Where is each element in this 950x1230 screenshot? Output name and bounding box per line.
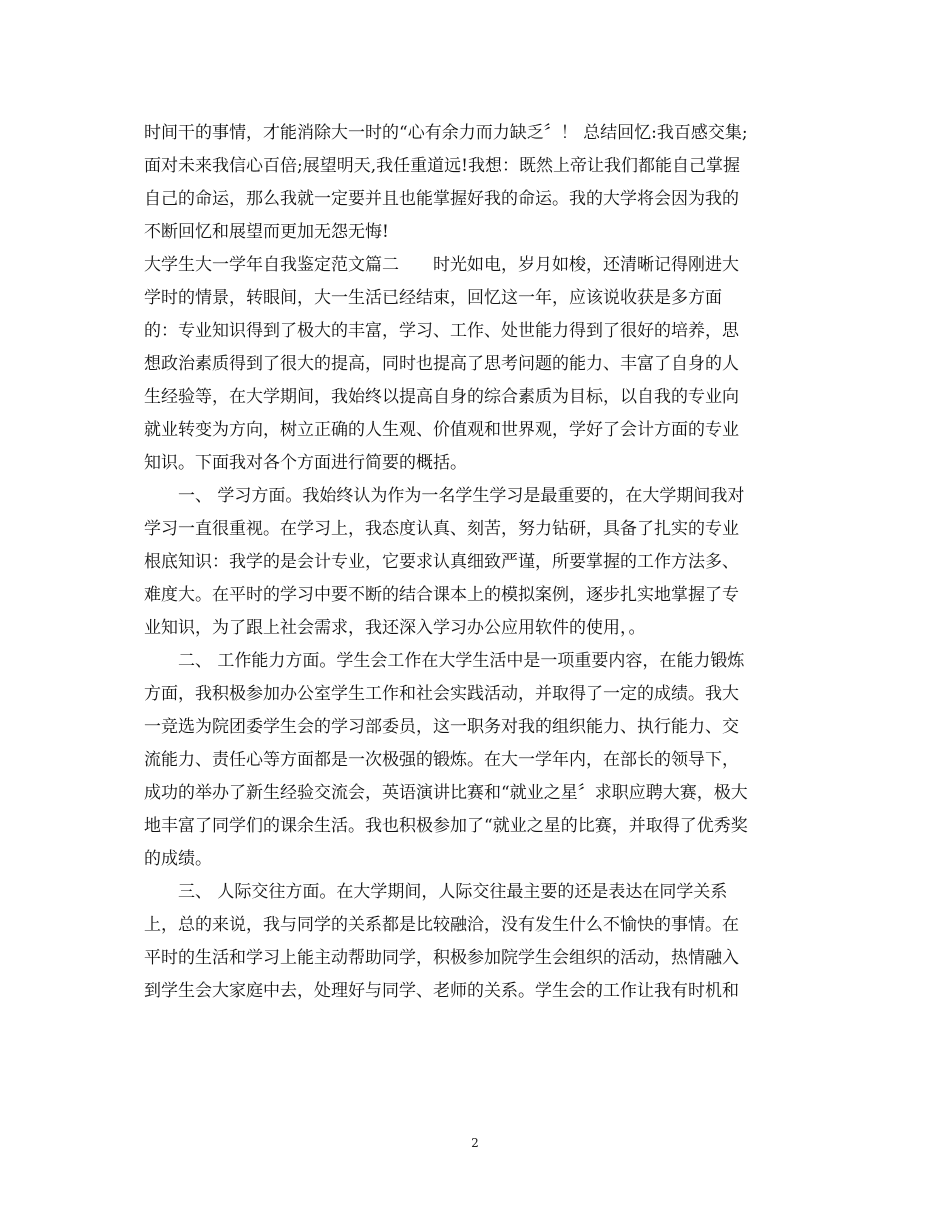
text-line-indented: 三、 人际交往方面。在大学期间，人际交往最主要的还是表达在同学关系 <box>178 882 728 902</box>
text-line: 地丰富了同学们的课余生活。我也积极参加了“就业之星的比赛，并取得了优秀奖 <box>144 816 748 836</box>
text-line: 生经验等，在大学期间，我始终以提高自身的综合素质为目标，以自我的专业向 <box>144 387 739 407</box>
text-line: 的成绩。 <box>144 849 212 869</box>
text-line: 面对未来我信心百倍;展望明天,我任重道远!我想：既然上帝让我们都能自己掌握 <box>144 156 740 176</box>
text-line: 不断回忆和展望而更加无怨无悔! <box>144 222 389 242</box>
text-line: 成功的举办了新生经验交流会，英语演讲比赛和“就业之星〞求职应聘大赛，极大 <box>144 783 748 803</box>
text-line: 时间干的事情，才能消除大一时的“心有余力而力缺乏〞！ 总结回忆:我百感交集; <box>144 123 748 143</box>
section-heading-line: 大学生大一学年自我鉴定范文篇二 时光如电，岁月如梭，还清晰记得刚进大 <box>144 255 739 275</box>
paragraph-part-two-intro <box>144 249 806 480</box>
paragraph-work <box>144 645 806 876</box>
text-line: 平时的生活和学习上能主动帮助同学，积极参加院学生会组织的活动，热情融入 <box>144 948 739 968</box>
text-line: 学时的情景，转眼间，大一生活已经结束，回忆这一年，应该说收获是多方面 <box>144 288 722 308</box>
text-line-indented: 二、 工作能力方面。学生会工作在大学生活中是一项重要内容，在能力锻炼 <box>178 651 745 671</box>
text-line: 业知识，为了跟上社会需求，我还深入学习办公应用软件的使用，。 <box>144 618 646 638</box>
page-number: 2 <box>471 1136 479 1150</box>
text-line: 就业转变为方向，树立正确的人生观、价值观和世界观，学好了会计方面的专业 <box>144 420 739 440</box>
text-line: 自己的命运，那么我就一定要并且也能掌握好我的命运。我的大学将会因为我的 <box>144 189 739 209</box>
text-line: 难度大。在平时的学习中要不断的结合课本上的模拟案例，逐步扎实地掌握了专 <box>144 585 739 605</box>
text-line: 到学生会大家庭中去，处理好与同学、老师的关系。学生会的工作让我有时机和 <box>144 981 739 1001</box>
paragraph-study <box>144 480 806 645</box>
text-line-indented: 一、 学习方面。我始终认为作为一名学生学习是最重要的，在大学期间我对 <box>178 486 745 506</box>
text-line: 学习一直很重视。在学习上，我态度认真、刻苦，努力钻研，具备了扎实的专业 <box>144 519 739 539</box>
text-line: 流能力、责任心等方面都是一次极强的锻炼。在大一学年内，在部长的领导下， <box>144 750 739 770</box>
document-body <box>144 117 806 1008</box>
paragraph-intro-tail <box>144 117 806 249</box>
text-line: 的：专业知识得到了极大的丰富，学习、工作、处世能力得到了很好的培养，思 <box>144 321 739 341</box>
text-line: 一竞选为院团委学生会的学习部委员，这一职务对我的组织能力、执行能力、交 <box>144 717 739 737</box>
text-line: 方面，我积极参加办公室学生工作和社会实践活动，并取得了一定的成绩。我大 <box>144 684 739 704</box>
text-line: 知识。下面我对各个方面进行简要的概括。 <box>144 453 467 473</box>
paragraph-social <box>144 876 806 1008</box>
text-line: 根底知识：我学的是会计专业，它要求认真细致严谨，所要掌握的工作方法多、 <box>144 552 739 572</box>
text-line: 想政治素质得到了很大的提高，同时也提高了思考问题的能力、丰富了自身的人 <box>144 354 739 374</box>
text-line: 上，总的来说，我与同学的关系都是比较融洽，没有发生什么不愉快的事情。在 <box>144 915 739 935</box>
